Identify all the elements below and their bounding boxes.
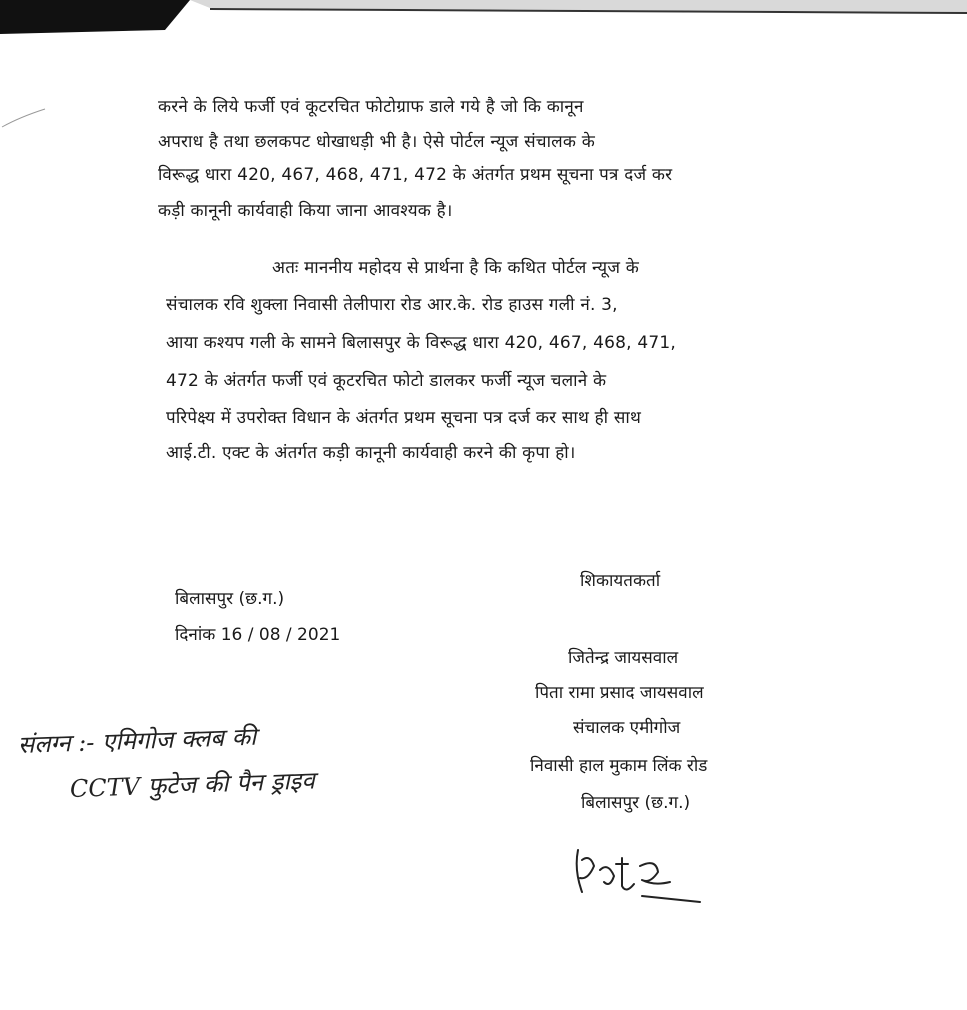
complainant-father: पिता रामा प्रसाद जायसवाल (535, 683, 704, 703)
complainant-role: संचालक एमीगोज (573, 718, 681, 738)
place: बिलासपुर (छ.ग.) (175, 589, 285, 609)
signature (560, 840, 720, 910)
paragraph-line: संचालक रवि शुक्ला निवासी तेलीपारा रोड आर.के. रोड हाउस गली नं. 3, (166, 295, 618, 315)
paragraph-line: कड़ी कानूनी कार्यवाही किया जाना आवश्यक है। (158, 201, 453, 221)
paragraph-line: आई.टी. एक्ट के अंतर्गत कड़ी कानूनी कार्यवाही करने की कृपा हो। (166, 443, 576, 463)
handwritten-note-line-1: संलग्न :- एमिगोज क्लब की (17, 722, 257, 759)
paragraph-line: अतः माननीय महोदय से प्रार्थना है कि कथित पोर्टल न्यूज के (272, 258, 639, 278)
paragraph-line: करने के लिये फर्जी एवं कूटरचित फोटोग्राफ डाले गये है जो कि कानून (158, 97, 584, 117)
complainant-name: जितेन्द्र जायसवाल (568, 648, 679, 668)
complainant-heading: शिकायतकर्ता (580, 571, 661, 591)
date: दिनांक 16 / 08 / 2021 (175, 625, 341, 645)
scan-edge (0, 0, 967, 40)
stray-pen-mark (0, 95, 60, 135)
paragraph-line: 472 के अंतर्गत फर्जी एवं कूटरचित फोटो डालकर फर्जी न्यूज चलाने के (166, 371, 607, 391)
paragraph-line: अपराध है तथा छलकपट धोखाधड़ी भी है। ऐसे पोर्टल न्यूज संचालक के (158, 132, 596, 152)
paragraph-line: आया कश्यप गली के सामने बिलासपुर के विरूद्ध धारा 420, 467, 468, 471, (166, 333, 676, 353)
complainant-city: बिलासपुर (छ.ग.) (581, 793, 691, 813)
paragraph-line: विरूद्ध धारा 420, 467, 468, 471, 472 के अंतर्गत प्रथम सूचना पत्र दर्ज कर (158, 165, 673, 185)
complainant-address: निवासी हाल मुकाम लिंक रोड (530, 756, 708, 776)
paragraph-line: परिपेक्ष्य में उपरोक्त विधान के अंतर्गत प्रथम सूचना पत्र दर्ज कर साथ ही साथ (166, 408, 642, 428)
handwritten-note-line-2: CCTV फुटेज की पैन ड्राइव (69, 766, 316, 803)
